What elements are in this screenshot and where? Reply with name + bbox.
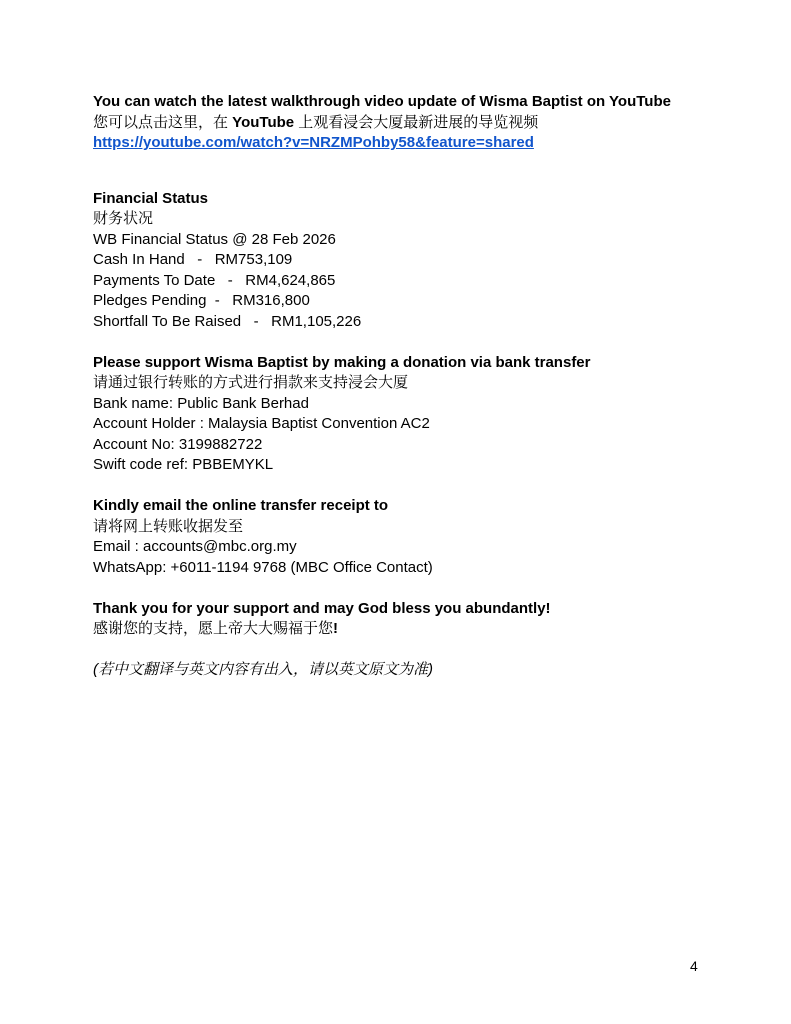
financial-row-cash: Cash In Hand - RM753,109: [93, 251, 293, 268]
account-number: Account No: 3199882722: [93, 435, 263, 453]
financial-row-shortfall: Shortfall To Be Raised - RM1,105,226: [93, 312, 362, 330]
youtube-zh-post: 上观看浸会大厦最新进展的导览视频: [294, 113, 539, 131]
thanks-zh-bang: !: [333, 620, 339, 637]
youtube-link[interactable]: https://youtube.com/watch?v=NRZMPohby58&feature=shared: [93, 134, 534, 151]
financial-row-pledges: Pledges Pending - RM316,800: [93, 292, 310, 309]
translation-note: (若中文翻译与英文内容有出入，请以英文原文为准): [93, 661, 433, 678]
receipt-whatsapp: WhatsApp: +6011-1194 9768 (MBC Office Contact): [93, 558, 433, 576]
financial-heading: Financial Status: [93, 189, 209, 207]
swift-code: Swift code ref: PBBEMYKL: [93, 456, 274, 473]
financial-date-line: WB Financial Status @ 28 Feb 2026: [93, 230, 336, 248]
page-number: 4: [690, 958, 698, 974]
donation-heading: Please support Wisma Baptist by making a donation via bank transfer: [93, 353, 591, 371]
receipt-email: Email : accounts@mbc.org.my: [93, 538, 297, 555]
receipt-heading-zh: 请将网上转账收据发至: [93, 517, 244, 535]
youtube-zh-pre: 您可以点击这里，在: [93, 113, 233, 131]
thanks-zh: [93, 619, 733, 640]
youtube-heading-zh: [93, 113, 733, 134]
youtube-zh-bold: YouTube: [232, 113, 295, 131]
document-body: [93, 92, 733, 681]
donation-heading-zh: 请通过银行转账的方式进行捐款来支持浸会大厦: [93, 374, 409, 391]
financial-heading-zh: 财务状况: [93, 210, 154, 227]
financial-row-payments: Payments To Date - RM4,624,865: [93, 271, 336, 289]
thanks-heading: Thank you for your support and may God bless you abundantly!: [93, 599, 551, 617]
youtube-heading: You can watch the latest walkthrough video update of Wisma Baptist on YouTube: [93, 93, 671, 110]
bank-name: Bank name: Public Bank Berhad: [93, 394, 309, 412]
thanks-zh-text: 感谢您的支持，愿上帝大大赐福于您: [93, 620, 334, 637]
receipt-heading: Kindly email the online transfer receipt to: [93, 497, 389, 514]
account-holder: Account Holder : Malaysia Baptist Convention AC2: [93, 415, 430, 432]
